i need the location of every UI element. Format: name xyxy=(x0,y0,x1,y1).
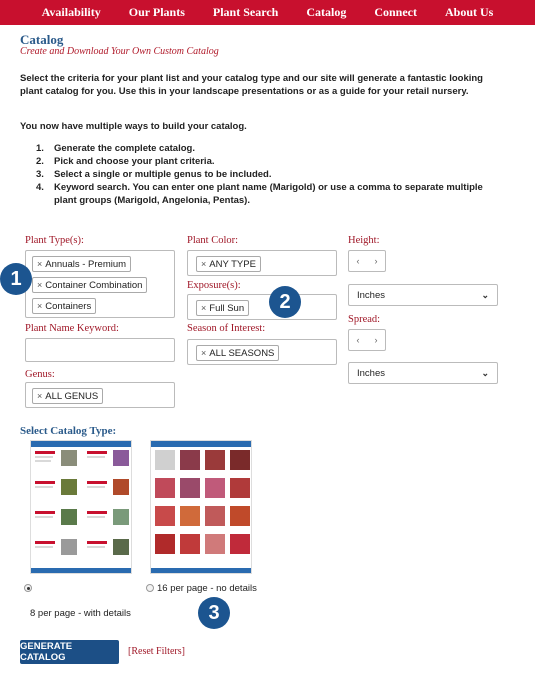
chevron-right-icon[interactable]: › xyxy=(374,335,378,345)
list-item xyxy=(36,142,506,155)
top-nav xyxy=(0,0,535,25)
plant-color-label: Plant Color: xyxy=(187,235,239,246)
season-select[interactable] xyxy=(187,339,337,365)
step-text: Select a single or multiple genus to be included. xyxy=(54,169,272,180)
chevron-right-icon[interactable]: › xyxy=(374,256,378,266)
chevron-down-icon: ⌄ xyxy=(481,289,489,300)
remove-icon[interactable]: × xyxy=(201,259,207,269)
remove-icon[interactable]: × xyxy=(37,280,43,290)
tag-label: ALL GENUS xyxy=(45,390,99,402)
plant-color-select[interactable] xyxy=(187,250,337,276)
generate-catalog-button[interactable]: GENERATE CATALOG xyxy=(20,640,119,664)
plant-type-select[interactable] xyxy=(25,250,175,318)
list-item xyxy=(36,155,506,168)
tag-container-combination[interactable] xyxy=(32,277,147,293)
genus-select[interactable] xyxy=(25,382,175,408)
tag-full-sun[interactable] xyxy=(196,300,249,316)
radio-8-per-page[interactable] xyxy=(24,584,32,592)
spread-label: Spread: xyxy=(348,314,381,325)
spread-unit-select[interactable] xyxy=(348,362,498,384)
steps-list xyxy=(36,142,506,207)
nav-plant-search[interactable]: Plant Search xyxy=(212,5,279,19)
nav-connect[interactable]: Connect xyxy=(374,5,417,19)
radio-16-per-page-label: 16 per page - no details xyxy=(157,583,257,594)
step-number: 3. xyxy=(36,169,44,180)
nav-our-plants[interactable]: Our Plants xyxy=(128,5,185,19)
height-stepper[interactable] xyxy=(348,250,386,272)
callout-2-badge: 2 xyxy=(269,286,301,318)
spread-stepper[interactable] xyxy=(348,329,386,351)
chevron-left-icon[interactable]: ‹ xyxy=(356,335,360,345)
list-item xyxy=(36,168,506,181)
remove-icon[interactable]: × xyxy=(37,391,43,401)
callout-1-badge: 1 xyxy=(0,263,32,295)
tag-any-type[interactable] xyxy=(196,256,261,272)
chevron-down-icon: ⌄ xyxy=(481,367,489,378)
tag-containers[interactable] xyxy=(32,298,96,314)
season-label: Season of Interest: xyxy=(187,323,266,334)
tag-label: Container Combination xyxy=(45,279,143,291)
callout-3-badge: 3 xyxy=(198,597,230,629)
remove-icon[interactable]: × xyxy=(37,259,43,269)
reset-filters-link[interactable]: [Reset Filters] xyxy=(128,646,185,657)
remove-icon[interactable]: × xyxy=(201,303,207,313)
height-unit-value: Inches xyxy=(357,289,385,301)
keyword-input[interactable] xyxy=(25,338,175,362)
tag-label: Containers xyxy=(45,300,92,312)
remove-icon[interactable]: × xyxy=(37,301,43,311)
spread-unit-value: Inches xyxy=(357,367,385,379)
genus-label: Genus: xyxy=(25,369,55,380)
page-title: Catalog xyxy=(20,32,64,47)
exposure-label: Exposure(s): xyxy=(187,280,241,291)
radio-8-per-page-label: 8 per page - with details xyxy=(30,608,131,619)
list-item xyxy=(36,181,506,207)
ways-heading: You now have multiple ways to build your catalog. xyxy=(20,121,247,132)
tag-label: ANY TYPE xyxy=(209,258,256,270)
keyword-label: Plant Name Keyword: xyxy=(25,323,119,334)
tag-label: Full Sun xyxy=(209,302,245,314)
step-text: Generate the complete catalog. xyxy=(54,143,195,154)
intro-paragraph: Select the criteria for your plant list and your catalog type and our site will generate a fantastic looking plant catalog for you. Use this in your landscape presentations or as a guide for your retail nursery. xyxy=(20,73,483,97)
plant-type-label: Plant Type(s): xyxy=(25,235,84,246)
exposure-select[interactable] xyxy=(187,294,337,320)
tag-all-seasons[interactable] xyxy=(196,345,279,361)
chevron-left-icon[interactable]: ‹ xyxy=(356,256,360,266)
tag-all-genus[interactable] xyxy=(32,388,103,404)
nav-availability[interactable]: Availability xyxy=(41,5,101,19)
height-label: Height: xyxy=(348,235,380,246)
tag-annuals-premium[interactable] xyxy=(32,256,131,272)
nav-catalog[interactable]: Catalog xyxy=(306,5,347,19)
step-number: 4. xyxy=(36,182,44,193)
catalog-thumb-16-per-page[interactable] xyxy=(150,440,252,574)
radio-16-per-page[interactable] xyxy=(146,584,154,592)
catalog-type-label: Select Catalog Type: xyxy=(20,425,117,437)
nav-about-us[interactable]: About Us xyxy=(445,5,494,19)
catalog-thumb-8-per-page[interactable] xyxy=(30,440,132,574)
step-number: 2. xyxy=(36,156,44,167)
step-text: Pick and choose your plant criteria. xyxy=(54,156,215,167)
tag-label: ALL SEASONS xyxy=(209,347,275,359)
step-number: 1. xyxy=(36,143,44,154)
tag-label: Annuals - Premium xyxy=(45,258,127,270)
step-text: Keyword search. You can enter one plant name (Marigold) or use a comma to separate multiple plant groups (Marigold, Angelonia, Pentas). xyxy=(54,182,483,206)
page-subtitle: Create and Download Your Own Custom Catalog xyxy=(20,46,219,57)
remove-icon[interactable]: × xyxy=(201,348,207,358)
height-unit-select[interactable] xyxy=(348,284,498,306)
